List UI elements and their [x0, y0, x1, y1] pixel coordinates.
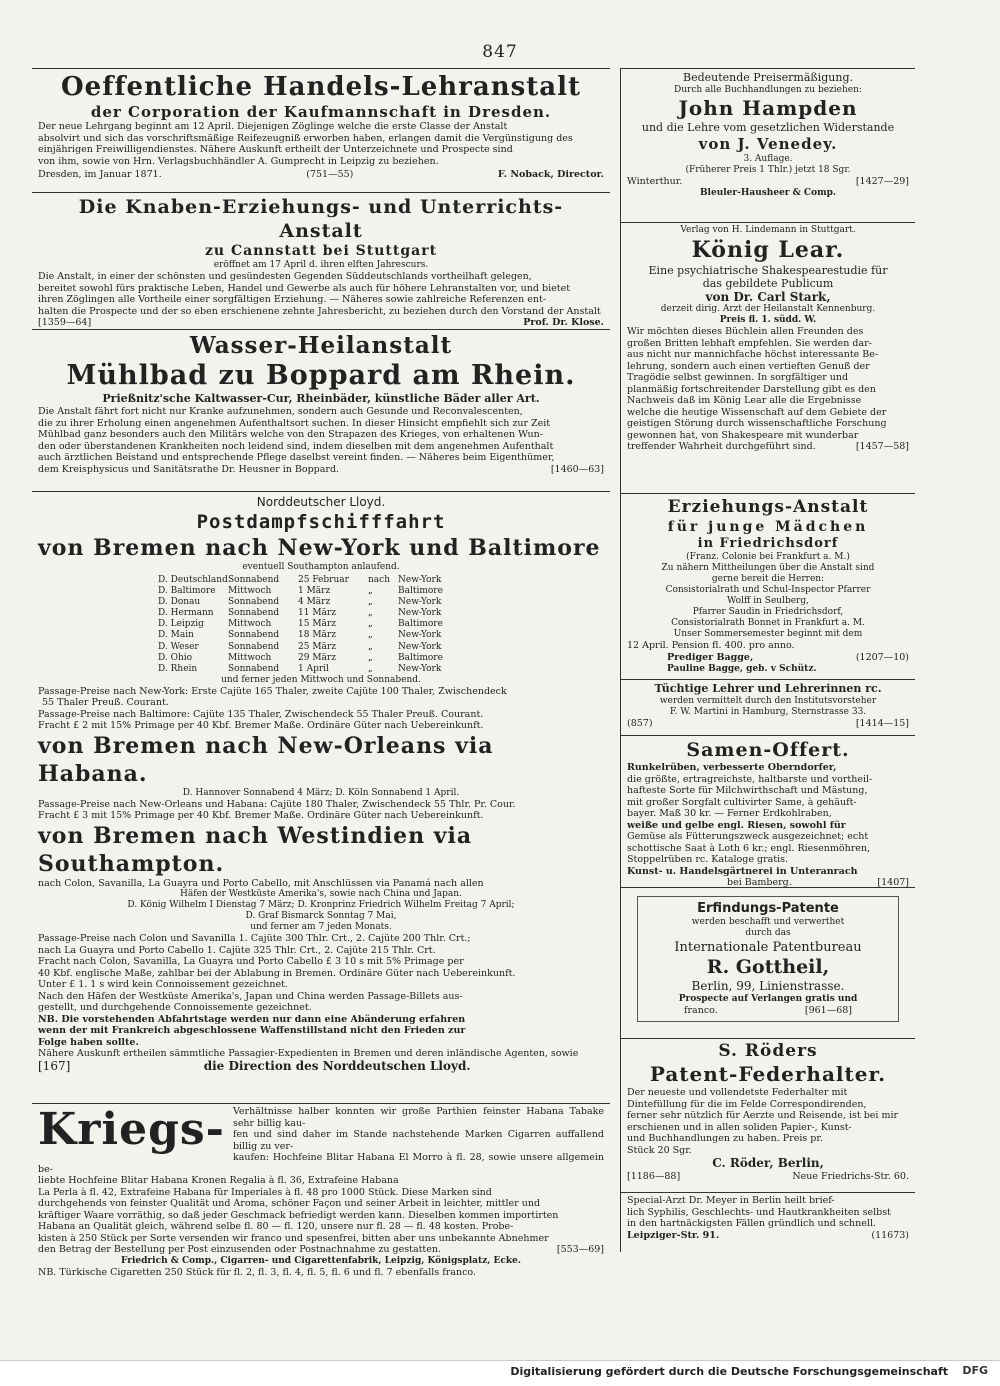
ad-body-line: welche die heutige Wissenschaft auf dem Gebiete der: [627, 406, 887, 418]
schedule-note: und ferner jeden Mittwoch und Sonnabend.: [221, 674, 421, 685]
ad-body-line: einjährigen Freiwilligendienstes. Nähere Auskunft ertheilt der Unterzeichnete und Prospecte sind: [38, 144, 513, 155]
ad-body-line: Mühlbad ganz besonders auch den Militärs welche von den Strapazen des Krieges, von erhaltenen Wun-: [38, 429, 543, 440]
ad-body-line: den Betrag der Bestellung per Post einzusenden oder Postnachnahme zu gestatten.: [38, 1244, 442, 1255]
ad-signature: C. Röder, Berlin,: [712, 1156, 824, 1170]
ad-title: Erfindungs-Patente: [697, 901, 839, 916]
route-line: Fracht nach Colon, Savanilla, La Guayra und Porto Cabello £ 3 10 s mit 5% Primage per: [38, 956, 464, 968]
schedule-cell: Mittwoch: [228, 586, 272, 597]
ad-code: [553—69]: [556, 1244, 604, 1255]
ad-body-line: geistigen Störung durch wissenschaftliche Forschung: [627, 418, 887, 429]
schedule-cell: 15 März: [298, 619, 336, 630]
route-line: wenn der mit Frankreich abgeschlossene Waffenstillstand nicht den Frieden zur: [38, 1025, 466, 1037]
ad-title: König Lear.: [691, 237, 845, 263]
ad-body-line: Zu nähern Mittheilungen über die Anstalt sind: [661, 563, 875, 573]
route-line: Nähere Auskunft ertheilen sämmtliche Passagier-Expedienten in Bremen und deren inländische Agenten, sowie: [38, 1048, 579, 1060]
ad-title-2: Mühlbad zu Boppard am Rhein.: [66, 360, 576, 391]
ad-koenig-lear: [621, 223, 915, 494]
ad-heading: Bedeutende Preisermäßigung.: [683, 71, 853, 84]
prices-line: Fracht £ 2 mit 15% Primage per 40 Kbf. Bremer Maße. Ordinäre Güter nach Uebereinkunft.: [38, 720, 484, 732]
ad-body-line: halten die Prospecte und der so eben erschienene zehnte Jahresbericht, zu beziehen durch den Vorstand der Anstalt: [38, 305, 601, 317]
ad-body-line: ferner sehr nützlich für Aerzte und Reisende, ist bei mir: [627, 1110, 899, 1121]
ad-handels-lehranstalt: [32, 69, 610, 193]
ad-body-line: kisten à 250 Stück per Sorte versenden wir franco und spesenfrei, bitten aber uns unbekannte Abnehmer: [38, 1232, 549, 1244]
page-number: 847: [482, 42, 518, 62]
route-line: NB. Die vorstehenden Abfahrtstage werden nur dann eine Abänderung erfahren: [38, 1013, 466, 1025]
route-new-orleans: von Bremen nach New-Orleans via Habana.: [38, 732, 494, 787]
ad-body-line: Wolff in Seulberg,: [727, 596, 809, 606]
schedule-cell: D. Rhein: [158, 663, 198, 674]
ad-line: das gebildete Publicum: [702, 277, 834, 290]
schedule-cell: 4 März: [298, 597, 331, 608]
ad-code: (11673): [871, 1229, 909, 1241]
ad-code: (751—55): [306, 169, 354, 180]
patent-box: [637, 896, 899, 1022]
ad-code: [1359—64]: [38, 317, 92, 328]
ad-body-line: Gemüse als Fütterungszweck ausgezeichnet; echt: [627, 831, 869, 842]
schedule-row: [158, 642, 604, 653]
ad-body-line: Der neueste und vollendetste Federhalter mit: [627, 1087, 848, 1098]
ad-body-line: Tragödie selbst gewinnen. In sorgfältiger und: [627, 372, 849, 383]
dfg-logo: DFG: [962, 1364, 988, 1377]
schedule-cell: Sonnabend: [228, 641, 280, 652]
schedule-cell: „: [368, 597, 373, 608]
ad-body-line: 12 April. Pension fl. 400. pro anno.: [627, 640, 795, 651]
route-line: D. König Wilhelm I Dienstag 7 März; D. Kronprinz Friedrich Wilhelm Freitag 7 April;: [127, 900, 515, 911]
route-westindien: von Bremen nach Westindien via Southampton.: [38, 822, 473, 877]
schedule-cell: New-York: [398, 575, 442, 585]
schedule-cell: Sonnabend: [228, 608, 280, 619]
ad-body-line: planmäßig fortschreitender Darstellung gibt es den: [627, 383, 876, 395]
route-line: Folge haben sollte.: [38, 1036, 139, 1048]
ad-title: Erziehungs-Anstalt: [667, 497, 869, 517]
ad-code: [1427—29]: [855, 176, 909, 187]
ad-patentbureau: [621, 888, 915, 1039]
ad-line: (Franz. Colonie bei Frankfurt a. M.): [686, 552, 850, 562]
ad-body-line: erschienen und in allen soliden Papier-, Kunst-: [627, 1121, 852, 1133]
ad-wasser-heilanstalt: [32, 330, 610, 492]
ad-body-line: lich Syphilis, Geschlechts- und Hautkrankheiten selbst: [627, 1206, 891, 1218]
schedule-row: [158, 630, 604, 641]
ad-lehrer-vermittlung: [621, 680, 915, 736]
footer-text: Digitalisierung gefördert durch die Deutsche Forschungsgemeinschaft: [510, 1365, 948, 1378]
schedule-row: [158, 653, 604, 664]
ad-body-line: Nachweis daß im König Lear alle die Ergebnisse: [627, 395, 862, 406]
schedule-cell: 25 Februar: [298, 575, 349, 585]
ad-body-line: bereitet sowohl fürs praktische Leben, Handel und Gewerbe als auch für höhere Lehranstalten vor, und bietet: [38, 282, 571, 294]
ad-samen-offert: [621, 736, 915, 888]
ad-roeders-federhalter: [621, 1039, 915, 1193]
ad-body-line: auch ärztlichen Beistand und entsprechende Pflege daselbst vereint finden. — Näheres beim Eigenthümer,: [38, 452, 555, 463]
schedule-row: [158, 597, 604, 608]
schedule-cell: 1 März: [298, 586, 331, 597]
route-line: D. Hannover Sonnabend 4 März; D. Köln Sonnabend 1 April.: [182, 787, 460, 798]
ad-title: S. Röders: [718, 1041, 818, 1061]
schedule-cell: Baltimore: [398, 652, 443, 663]
ad-code: (857): [627, 718, 653, 729]
prices-line: Passage-Preise nach Baltimore: Cajüte 135 Thaler, Zwischendeck 55 Thaler Preuß. Courant.: [38, 708, 484, 720]
route-line: 40 Kbf. englische Maße, zahlbar bei der Ablabung in Bremen. Ordinäre Güter nach Uebereinkunft.: [38, 967, 516, 979]
ad-body-last: dem Kreisphysicus und Sanitätsrathe Dr. Heusner in Boppard.: [38, 463, 340, 475]
ad-john-hampden: [621, 69, 915, 223]
schedule-row: [158, 608, 604, 619]
ad-kriegs-cigarren: [32, 1104, 610, 1281]
ad-title: Samen-Offert.: [686, 739, 850, 761]
schedule-cell: Sonnabend: [228, 575, 280, 585]
ad-address: Leipziger-Str. 91.: [627, 1229, 720, 1241]
route-line: Passage-Preise nach Colon und Savanilla 1. Cajüte 300 Thlr. Crt., 2. Cajüte 200 Thlr. Crt.;: [38, 933, 471, 945]
ad-body-line: ihren Zöglingen alle Vortheile einer sorgfältigen Erziehung. — Näheres sowie zahlreiche Referenzen ent-: [38, 294, 547, 305]
schedule-cell: Sonnabend: [228, 663, 280, 674]
ad-subtitle: der Corporation der Kaufmannschaft in Dresden.: [90, 103, 552, 121]
schedule-cell: D. Deutschland: [158, 575, 228, 585]
ad-body-line: Dintefüllung für die im Felde Correspondirenden,: [627, 1098, 867, 1110]
schedule-cell: Baltimore: [398, 619, 443, 630]
footer-bar: [0, 1360, 1000, 1386]
schedule-cell: New-York: [398, 630, 442, 641]
route-subtitle: eventuell Southampton anlaufend.: [242, 562, 400, 572]
ad-body-last: treffender Wahrheit durchgeführt sind.: [627, 441, 816, 452]
ad-body-line: schottische Saat à Loth 6 kr.; engl. Riesenmöhren,: [627, 842, 871, 854]
ad-edition: 3. Auflage.: [743, 154, 793, 164]
route-line: Passage-Preise nach New-Orleans und Habana: Cajüte 180 Thaler, Zwischendeck 55 Thlr. Pr. Cour.: [38, 798, 516, 810]
ad-body-line: von ihm, sowie von Hrn. Verlagsbuchhändler A. Gumprecht in Leipzig zu beziehen.: [38, 155, 439, 167]
schedule-cell: „: [368, 619, 373, 630]
ad-line: durch das: [745, 928, 791, 938]
schedule-cell: New-York: [398, 663, 442, 674]
ad-body-line: Wir möchten dieses Büchlein allen Freunden des: [627, 326, 864, 337]
prices-line: 55 Thaler Preuß. Courant.: [42, 697, 169, 709]
ad-title: Oeffentliche Handels-Lehranstalt: [61, 72, 581, 102]
ad-body-line: Habana an Qualität gleich, während selbe fl. 80 — fl. 120, unsere nur fl. 28 — fl. 48 kosten. Probe-: [38, 1221, 514, 1232]
ad-subheading: Durch alle Buchhandlungen zu beziehen:: [674, 85, 862, 95]
ad-body-line: Consistorialrath Bonnet in Frankfurt a. M.: [671, 618, 865, 628]
ad-signature: Friedrich & Comp., Cigarren- und Cigarettenfabrik, Leipzig, Königsplatz, Ecke.: [121, 1256, 521, 1266]
route-line: Häfen der Westküste Amerika's, sowie nach China und Japan.: [180, 889, 462, 900]
schedule-cell: New-York: [398, 641, 442, 652]
ad-line: in Friedrichsdorf: [697, 536, 839, 551]
route-line: D. Graf Bismarck Sonntag 7 Mai,: [245, 911, 397, 922]
ad-line: werden vermittelt durch den Institutsvorsteher: [659, 696, 877, 706]
route-line: Fracht £ 3 mit 15% Primage per 40 Kbf. Bremer Maße. Ordinäre Güter nach Uebereinkunft.: [38, 810, 484, 822]
schedule-cell: „: [368, 608, 373, 619]
ad-norddeutscher-lloyd: [32, 492, 610, 1104]
schedule-cell: D. Weser: [158, 641, 199, 652]
schedule-cell: „: [368, 641, 373, 652]
schedule-cell: Mittwoch: [228, 619, 272, 630]
ad-body-line: kräftiger Waare vorräthig, so daß jeder Geschmack befriedigt werden kann. Dieselben kommen importirten: [38, 1209, 559, 1221]
ad-body-line: die größte, ertragreichste, haltbarste und vortheil-: [627, 773, 873, 785]
ad-body-line: in den hartnäckigsten Fällen gründlich und schnell.: [627, 1218, 877, 1229]
ad-subtitle: zu Cannstatt bei Stuttgart: [204, 243, 438, 259]
schedule-cell: New-York: [398, 597, 442, 608]
schedule-row: [158, 619, 604, 630]
schedule-cell: D. Main: [158, 630, 194, 641]
ad-body-line: La Perla à fl. 42, Extrafeine Habana für Imperiales à fl. 48 pro 1000 Stück. Diese Marken sind: [38, 1186, 492, 1198]
ad-body-line: Stoppelrüben rc. Kataloge gratis.: [627, 854, 789, 865]
ad-body-line: bayer. Maß 30 kr. — Ferner Erdkohlraben,: [627, 808, 832, 819]
ad-title: John Hampden: [678, 96, 858, 120]
ad-line: werden beschafft und verwerthet: [691, 917, 845, 927]
ad-heading: Verlag von H. Lindemann in Stuttgart.: [680, 225, 856, 235]
ad-body-line: Die Anstalt, in einer der schönsten und gesündesten Gegenden Süddeutschlands vortheilhaft gelegen,: [38, 271, 532, 282]
ad-body-line: Kunst- u. Handelsgärtnerei in Unteranrach: [627, 865, 858, 877]
ad-title-2: Patent-Federhalter.: [649, 1062, 887, 1086]
schedule-cell: 25 März: [298, 641, 336, 652]
schedule-cell: Sonnabend: [228, 630, 280, 641]
schedule-cell: „: [368, 586, 373, 597]
ad-code: [167]: [38, 1058, 71, 1073]
ad-body-line: Stück 20 Sgr.: [627, 1144, 692, 1156]
schedule-cell: Sonnabend: [228, 597, 280, 608]
ad-body-line: fen und sind daher im Stande nachstehende Marken Cigarren auffallend billig zu ver-: [232, 1129, 604, 1152]
ad-code: (1207—10): [855, 651, 909, 663]
ad-body-line: Pfarrer Saudin in Friedrichsdorf,: [692, 607, 844, 617]
schedule-cell: D. Baltimore: [158, 586, 216, 597]
ad-subtitle-2: eröffnet am 17 April d. ihren elften Jahrescurs.: [213, 260, 429, 270]
ad-body-line: Special-Arzt Dr. Meyer in Berlin heilt brief-: [627, 1195, 835, 1206]
ad-line: Prospecte auf Verlangen gratis und: [678, 994, 858, 1004]
ad-name: R. Gottheil,: [706, 956, 830, 978]
ad-body-line: die zu ihrer Erholung einen angenehmen Aufenthaltsort suchen. In dieser Hinsicht empfiehlt sich zur Zeit: [38, 417, 551, 429]
schedule-cell: D. Leipzig: [158, 619, 204, 630]
ad-body-line: absolvirt und sich das vorschriftsmäßige Reifezeugniß erworben haben, erlangen damit die Vergünstigung des: [38, 132, 573, 144]
schedule-cell: D. Hermann: [158, 608, 214, 619]
ad-code: [1407]: [877, 877, 909, 888]
ad-subtitle: Prießnitz'sche Kaltwasser-Cur, Rheinbäder, künstliche Bäder aller Art.: [102, 392, 540, 405]
ad-place: Winterthur.: [627, 176, 683, 187]
ad-body-line: Consistorialrath und Schul-Inspector Pfarrer: [665, 585, 871, 595]
ad-body-line: lehrung, sondern auch einen vertieften Genuß der: [627, 360, 870, 372]
schedule-cell: „: [368, 652, 373, 663]
ad-body-line: den oder überstandenen Krankheiten noch leidend sind, indem dieselben mit dem angenehmen Aufenthalt: [38, 440, 554, 452]
ad-special-arzt: [621, 1193, 915, 1252]
ad-nb: NB. Türkische Cigaretten 250 Stück für fl. 2, fl. 3, fl. 4, fl. 5, fl. 6 und fl. 7 ebenfalls franco.: [38, 1267, 476, 1278]
ad-body-line: großen Britten lebhaft empfehlen. Sie werden dar-: [627, 337, 872, 349]
ad-code: [961—68]: [804, 1005, 852, 1016]
ad-signature: Prof. Dr. Klose.: [523, 317, 604, 328]
ad-body-line: und Buchhandlungen zu haben. Preis pr.: [627, 1133, 823, 1144]
ad-line: derzeit dirig. Arzt der Heilanstalt Kennenburg.: [660, 304, 876, 314]
ad-erziehungs-anstalt-maedchen: [621, 494, 915, 680]
ad-heading: Norddeutscher Lloyd.: [256, 495, 386, 509]
ad-line: F. W. Martini in Hamburg, Sternstrasse 33.: [669, 707, 867, 717]
ad-line: Eine psychiatrische Shakespearestudie für: [648, 264, 888, 277]
schedule-cell: 18 März: [298, 630, 336, 641]
ad-signature: Prediger Bagge,: [667, 651, 754, 663]
schedule-row: [158, 664, 604, 675]
ad-knaben-erziehung: [32, 193, 610, 330]
ad-price: (Früherer Preis 1 Thlr.) jetzt 18 Sgr.: [685, 165, 851, 175]
ad-body-line: gerne bereit die Herren:: [711, 574, 825, 584]
schedule-cell: 29 März: [298, 652, 336, 663]
ad-body-line: Der neue Lehrgang beginnt am 12 April. Diejenigen Zöglinge welche die erste Classe der Anstalt: [38, 121, 508, 132]
ad-signature-2: Pauline Bagge, geb. v Schütz.: [667, 663, 817, 674]
schedule-cell: Baltimore: [398, 586, 443, 597]
ad-body-line: gewonnen hat, von Shakespeare mit wunderbar: [627, 429, 859, 441]
route-line: nach La Guayra und Porto Cabello 1. Cajüte 325 Thlr. Crt., 2. Cajüte 215 Thlr. Crt.: [38, 944, 436, 956]
ad-line: und die Lehre vom gesetzlichen Widerstande: [641, 121, 895, 134]
route-line: Unter £ 1. 1 s wird kein Connoissement gezeichnet.: [38, 979, 288, 991]
ad-body-line: aus nicht nur mannichfache höchst interessante Be-: [627, 349, 879, 360]
schedule-row: [158, 586, 604, 597]
ad-author: von Dr. Carl Stark,: [705, 290, 831, 304]
ad-price: Preis fl. 1. südd. W.: [719, 315, 817, 325]
route-new-york-baltimore: von Bremen nach New-York und Baltimore: [38, 535, 601, 561]
ad-signature: die Direction des Norddeutschen Lloyd.: [203, 1058, 471, 1073]
right-column: [620, 68, 915, 1252]
ad-author: von J. Venedey.: [698, 135, 838, 153]
ad-place: bei Bamberg.: [727, 877, 792, 888]
ad-body-line: weiße und gelbe engl. Riesen, sowohl für: [627, 819, 846, 831]
ad-title: Tüchtige Lehrer und Lehrerinnen rc.: [654, 682, 882, 695]
ad-address: Neue Friedrichs-Str. 60.: [792, 1171, 909, 1182]
ad-place-date: Dresden, im Januar 1871.: [38, 169, 162, 180]
ad-body-line: kaufen: Hochfeine Blitar Habana El Morro à fl. 28, sowie unsere allgemein be-: [38, 1152, 604, 1175]
ad-body-line: hafteste Sorte für Milchwirthschaft und Mästung,: [627, 785, 868, 796]
ad-code: [1186—88]: [627, 1171, 681, 1182]
schedule-cell: 11 März: [298, 608, 336, 619]
ad-title: Die Knaben-Erziehungs- und Unterrichts-Anstalt: [78, 196, 564, 242]
schedule-cell: New-York: [398, 608, 442, 619]
ad-body-line: Verhältnisse halber konnten wir große Parthien feinster Habana Tabake sehr billig kau-: [232, 1106, 604, 1129]
ad-line: franco.: [684, 1005, 718, 1016]
route-line: nach Colon, Savanilla, La Guayra und Porto Cabello, mit Anschlüssen via Panamá nach allen: [38, 877, 484, 889]
ad-signature: F. Noback, Director.: [497, 169, 604, 180]
ad-code: [1457—58]: [855, 441, 909, 452]
ad-body-line: mit großer Sorgfalt cultivirter Same, à gehäuft-: [627, 796, 857, 808]
schedule-cell: „: [368, 663, 373, 674]
ad-body-line: Die Anstalt fährt fort nicht nur Kranke aufzunehmen, sondern auch Gesunde und Reconvalescenten,: [38, 406, 523, 417]
schedule-cell: nach: [368, 575, 390, 585]
schedule-cell: „: [368, 630, 373, 641]
ad-code: [1460—63]: [550, 463, 604, 475]
ad-code-2: [1414—15]: [855, 718, 909, 729]
ad-title: Wasser-Heilanstalt: [189, 332, 453, 359]
ad-body-line: liebte Hochfeine Blitar Habana Kronen Regalia à fl. 36, Extrafeine Habana: [38, 1175, 399, 1186]
ad-line: für junge Mädchen: [667, 519, 869, 535]
left-column: [32, 68, 610, 1281]
prices-line: Passage-Preise nach New-York: Erste Cajüte 165 Thaler, zweite Cajüte 100 Thaler, Zwischendeck: [38, 685, 507, 697]
schedule-row: [158, 575, 604, 586]
sailing-schedule: [158, 575, 604, 675]
ad-title: Postdampfschifffahrt: [196, 511, 446, 533]
schedule-cell: Mittwoch: [228, 652, 272, 663]
route-line: und ferner am 7 jeden Monats.: [250, 922, 392, 933]
ad-line: Internationale Patentbureau: [674, 940, 862, 955]
ad-body-line: Unser Sommersemester beginnt mit dem: [673, 629, 863, 639]
ad-body-line: Runkelrüben, verbesserte Oberndorfer,: [627, 762, 837, 773]
route-line: gestellt, und durchgehende Connoissemente gezeichnet.: [38, 1002, 312, 1014]
schedule-cell: 1 April: [298, 663, 329, 674]
ad-signature: Bleuler-Hausheer & Comp.: [699, 188, 837, 198]
schedule-cell: D. Donau: [158, 597, 201, 608]
schedule-cell: D. Ohio: [158, 652, 193, 663]
ad-big-title: Kriegs-: [38, 1104, 225, 1155]
route-line: Nach den Häfen der Westküste Amerika's, Japan und China werden Passage-Billets aus-: [38, 990, 463, 1002]
ad-body-line: durchgehends von feinster Qualität und Aroma, schöner Façon und seiner Arbeit in leichter, mittler und: [38, 1198, 541, 1209]
ad-address: Berlin, 99, Linienstrasse.: [691, 979, 845, 993]
